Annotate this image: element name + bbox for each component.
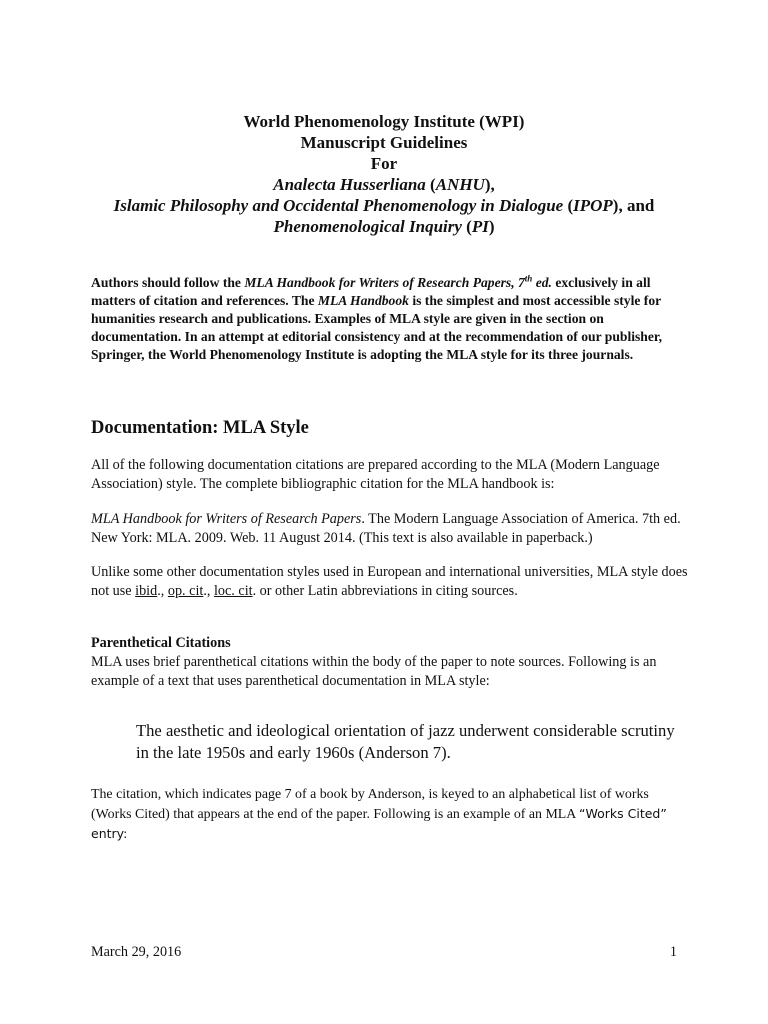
- example-quote: The aesthetic and ideological orientation of jazz underwent considerable scrutiny in the late 1950s and early 1960s (Anderson 7).: [136, 721, 675, 762]
- journal-1-abbr: ANHU: [435, 175, 485, 194]
- journal-3-title: Phenomenological Inquiry: [273, 217, 462, 236]
- parenthetical-heading: Parenthetical Citations: [91, 635, 231, 651]
- journal-line-1: [60, 174, 708, 195]
- journal-line-3: [60, 216, 708, 237]
- edition-superscript: th: [524, 273, 533, 284]
- paragraph-text: . or other Latin abbreviations in citing sources.: [252, 583, 518, 599]
- paren-close: ), and: [612, 196, 655, 215]
- intro-text: Authors should follow the: [91, 275, 245, 290]
- footer-date: March 29, 2016: [91, 944, 182, 960]
- intro-text: is the simplest and most accessible style for humanities research and publications. Examples of MLA style are given in the section on documentation. In an attempt at editorial consistency and at the recommendation of our publisher, Springer, the World Phenomenology Institute is adopting the MLA style for its three journals.: [91, 293, 663, 362]
- paren-open: (: [563, 196, 574, 215]
- works-cited-label: “Works Cited” entry:: [91, 806, 667, 841]
- paren-close: ): [488, 217, 495, 236]
- separator: .,: [157, 583, 168, 599]
- citation-title: MLA Handbook for Writers of Research Papers: [91, 511, 362, 527]
- abbr-loc-cit: loc. cit: [213, 583, 253, 599]
- documentation-paragraph: All of the following documentation citations are prepared according to the MLA (Modern Language Association) style. The complete bibliographic citation for the MLA handbook is:: [91, 457, 660, 492]
- edition-text: ed.: [532, 275, 552, 290]
- citation-details: . The Modern Language Association of America. 7th ed. New York: MLA. 2009. Web. 11 August 2014. (This text is also available in paperback.): [91, 511, 681, 546]
- separator: .,: [203, 583, 214, 599]
- for-label: For: [370, 154, 398, 173]
- intro-paragraph: [91, 274, 691, 364]
- journal-line-2: [60, 195, 708, 216]
- paren-open: (: [425, 175, 436, 194]
- institute-title: World Phenomenology Institute (WPI): [243, 112, 525, 131]
- documentation-heading: Documentation: MLA Style: [91, 418, 309, 438]
- guidelines-title: Manuscript Guidelines: [300, 133, 468, 152]
- title-block: [60, 111, 708, 237]
- intro-text: exclusively in all matters of citation and references. The: [91, 275, 651, 308]
- parenthetical-paragraph: MLA uses brief parenthetical citations within the body of the paper to note sources. Following is an example of a text that uses parenthetical documentation in MLA style:: [91, 654, 657, 689]
- journal-3-abbr: PI: [471, 217, 489, 236]
- journal-1-title: Analecta Husserliana: [273, 175, 426, 194]
- paragraph-text: Unlike some other documentation styles used in European and international universities, MLA style does not use: [91, 564, 688, 599]
- abbr-op-cit: op. cit: [167, 583, 204, 599]
- paragraph-text: The citation, which indicates page 7 of a book by Anderson, is keyed to an alphabetical list of works (Works Cited) that appears at the end of the paper. Following is an example of an MLA: [91, 787, 649, 822]
- page-number: 1: [669, 944, 677, 960]
- abbr-ibid: ibid: [135, 583, 158, 599]
- journal-2-abbr: IPOP: [573, 196, 613, 215]
- paren-open: (: [461, 217, 472, 236]
- handbook-title-text: MLA Handbook for Writers of Research Papers, 7: [244, 275, 525, 290]
- handbook-citation: [91, 510, 691, 548]
- paren-close: ),: [484, 175, 495, 194]
- handbook-short-title: MLA Handbook: [317, 293, 409, 308]
- latin-abbreviations-paragraph: [91, 563, 691, 601]
- works-cited-paragraph: [91, 785, 691, 844]
- handbook-title: [244, 275, 552, 290]
- journal-2-title: Islamic Philosophy and Occidental Phenomenology in Dialogue: [113, 196, 564, 215]
